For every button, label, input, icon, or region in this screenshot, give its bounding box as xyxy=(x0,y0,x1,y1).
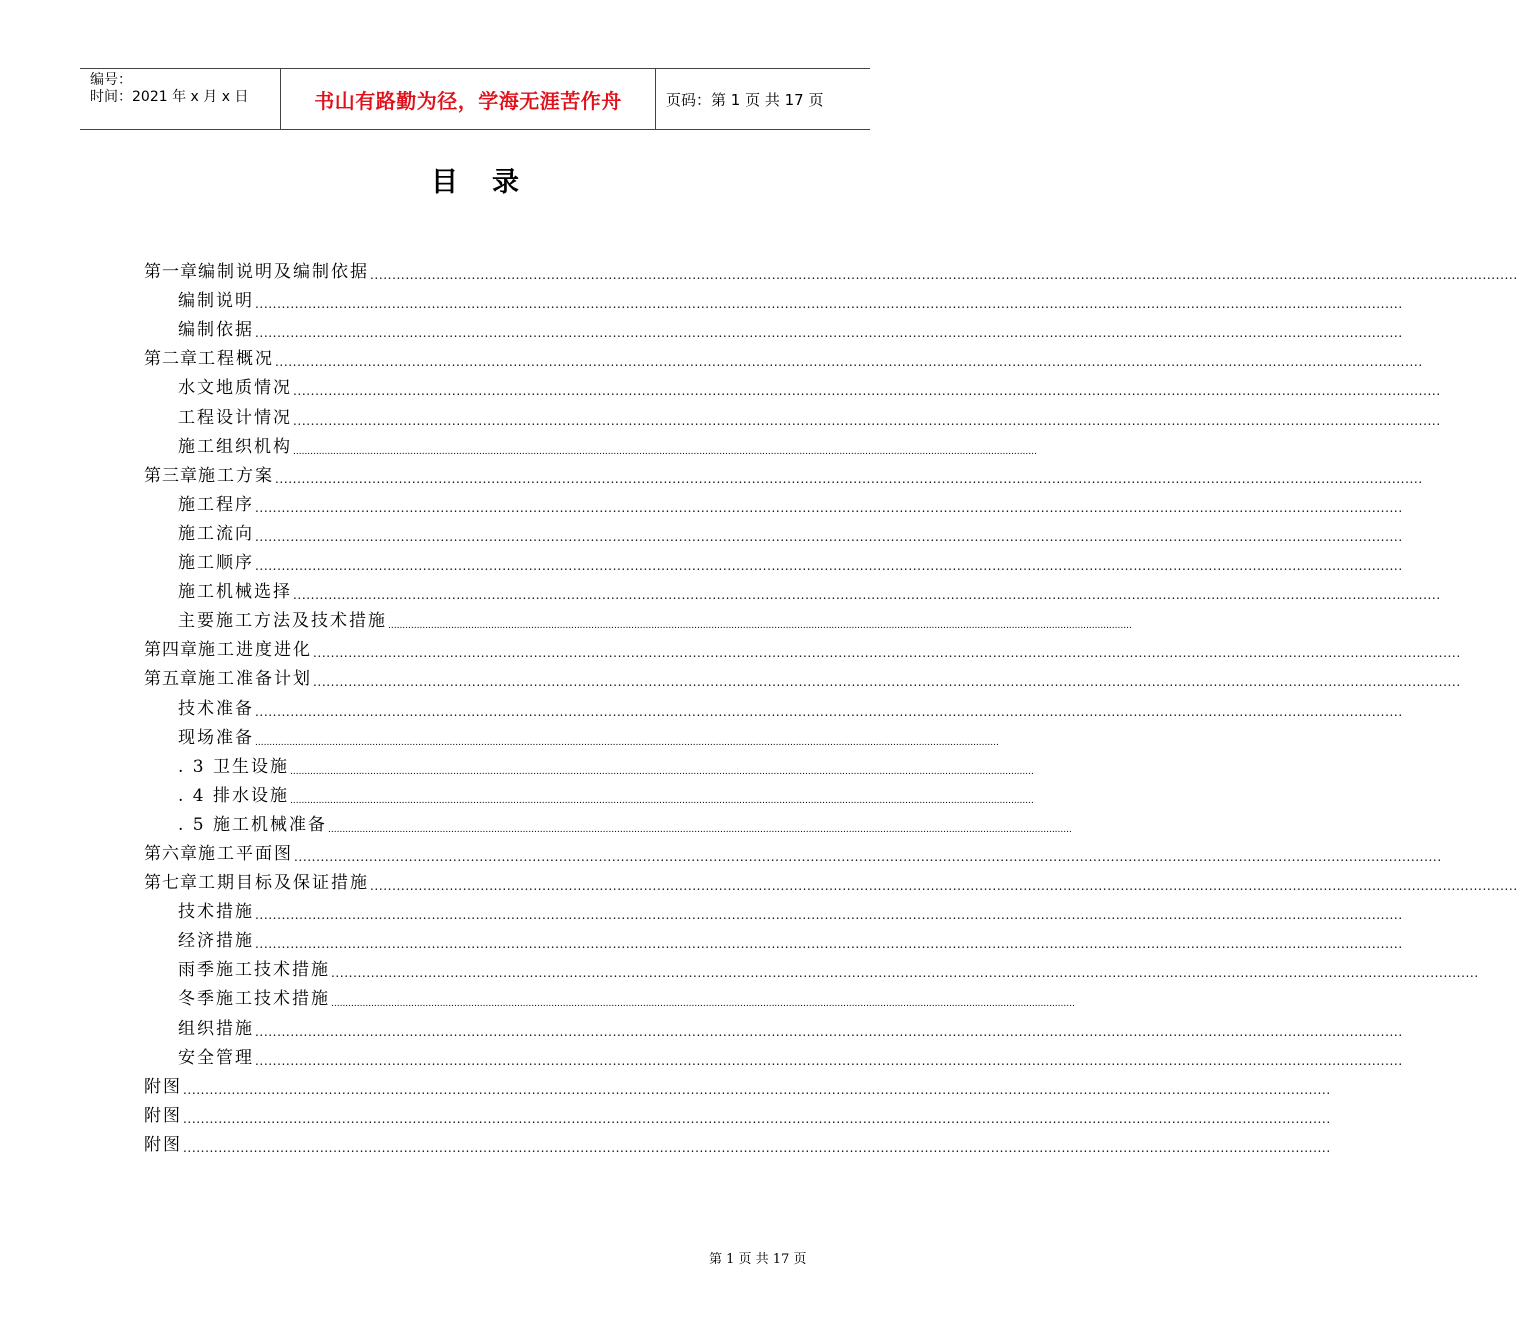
toc-entry-title: 工程设计情况 xyxy=(178,407,292,428)
toc-entry[interactable] xyxy=(144,750,1034,779)
toc-entry-title: 组织措施 xyxy=(178,1018,254,1039)
toc-entry[interactable] xyxy=(144,430,1037,459)
toc-entry-title: 编制说明 xyxy=(178,291,254,312)
toc-dot-leader: .................................................................................................................................................................................................................................................................... xyxy=(255,937,1403,952)
toc-entry[interactable] xyxy=(144,400,1441,429)
toc-entry-title: 施工程序 xyxy=(178,494,254,515)
toc-entry-title: 施工机械选择 xyxy=(178,582,292,603)
toc-entry-title: 施工进度进化 xyxy=(198,640,312,661)
toc-entry[interactable] xyxy=(144,546,1403,575)
toc-entry-title: 经济措施 xyxy=(178,931,254,952)
toc-dot-leader: .................................................................................................................................................................................................................................................................... xyxy=(255,737,999,748)
toc-dot-leader: .................................................................................................................................................................................................................................................................... xyxy=(370,879,1518,894)
toc-entry[interactable] xyxy=(144,488,1403,517)
toc-entry-title: 施工准备计划 xyxy=(198,669,312,690)
toc-entry[interactable] xyxy=(144,604,1132,633)
toc-dot-leader: .................................................................................................................................................................................................................................................................... xyxy=(255,1024,1403,1039)
document-date: 时间：2021 年 x 月 x 日 xyxy=(90,89,249,105)
toc-entry-title: 主要施工方法及技术措施 xyxy=(178,611,387,632)
toc-entry[interactable] xyxy=(144,1128,1331,1157)
toc-entry-title: 雨季施工技术措施 xyxy=(178,960,330,981)
toc-dot-leader: .................................................................................................................................................................................................................................................................... xyxy=(255,500,1403,515)
toc-dot-leader: .................................................................................................................................................................................................................................................................... xyxy=(290,766,1034,777)
toc-dot-leader: .................................................................................................................................................................................................................................................................... xyxy=(255,529,1403,544)
toc-entry[interactable] xyxy=(144,255,1518,284)
toc-entry-title: 施工方案 xyxy=(198,465,274,486)
toc-entry[interactable] xyxy=(144,1070,1331,1099)
toc-dot-leader: .................................................................................................................................................................................................................................................................... xyxy=(313,675,1461,690)
toc-dot-leader: .................................................................................................................................................................................................................................................................... xyxy=(328,824,1072,835)
toc-dot-leader: .................................................................................................................................................................................................................................................................... xyxy=(388,621,1132,632)
toc-dot-leader: .................................................................................................................................................................................................................................................................... xyxy=(293,446,1037,457)
toc-entry[interactable] xyxy=(144,517,1403,546)
toc-entry[interactable] xyxy=(144,779,1034,808)
toc-entry-title: 编制依据 xyxy=(178,320,254,341)
toc-dot-leader: .................................................................................................................................................................................................................................................................... xyxy=(290,795,1034,806)
toc-entry[interactable] xyxy=(144,953,1479,982)
toc-entry-title: 附图 xyxy=(144,1134,182,1155)
document-number-label: 编号： xyxy=(90,72,132,88)
toc-chapter-number: 第六章 xyxy=(144,843,198,864)
toc-dot-leader: .................................................................................................................................................................................................................................................................... xyxy=(255,297,1403,312)
toc-entry-title: 施工顺序 xyxy=(178,553,254,574)
toc-chapter-number: 第七章 xyxy=(144,873,198,894)
toc-chapter-number: 第三章 xyxy=(144,465,198,486)
toc-entry[interactable] xyxy=(144,1011,1403,1040)
toc-entry[interactable] xyxy=(144,662,1461,691)
toc-chapter-number: 第二章 xyxy=(144,349,198,370)
toc-entry[interactable] xyxy=(144,721,999,750)
header-meta xyxy=(80,69,281,129)
toc-dot-leader: .................................................................................................................................................................................................................................................................... xyxy=(183,1140,1331,1155)
toc-dot-leader: .................................................................................................................................................................................................................................................................... xyxy=(255,908,1403,923)
toc-entry-title: 水文地质情况 xyxy=(178,378,292,399)
toc-entry[interactable] xyxy=(144,284,1403,313)
toc-dot-leader: .................................................................................................................................................................................................................................................................... xyxy=(294,849,1442,864)
toc-dot-leader: .................................................................................................................................................................................................................................................................... xyxy=(255,704,1403,719)
toc-dot-leader: .................................................................................................................................................................................................................................................................... xyxy=(293,588,1441,603)
toc-entry-title: 施工组织机构 xyxy=(178,436,292,457)
toc-entry-title: 工期目标及保证措施 xyxy=(198,873,369,894)
toc-entry[interactable] xyxy=(144,837,1442,866)
toc-dot-leader: .................................................................................................................................................................................................................................................................... xyxy=(331,966,1479,981)
toc-entry[interactable] xyxy=(144,924,1403,953)
toc-dot-leader: .................................................................................................................................................................................................................................................................... xyxy=(293,384,1441,399)
toc-entry-title: 附图 xyxy=(144,1076,182,1097)
toc-entry-title: 冬季施工技术措施 xyxy=(178,989,330,1010)
toc-entry[interactable] xyxy=(144,866,1518,895)
toc-dot-leader: .................................................................................................................................................................................................................................................................... xyxy=(183,1082,1331,1097)
toc-entry[interactable] xyxy=(144,895,1403,924)
toc-entry[interactable] xyxy=(144,342,1423,371)
toc-dot-leader: .................................................................................................................................................................................................................................................................... xyxy=(275,471,1423,486)
toc-dot-leader: .................................................................................................................................................................................................................................................................... xyxy=(275,355,1423,370)
toc-entry[interactable] xyxy=(144,1099,1331,1128)
toc-entry-title: 安全管理 xyxy=(178,1047,254,1068)
toc-dot-leader: .................................................................................................................................................................................................................................................................... xyxy=(313,646,1461,661)
toc-dot-leader: .................................................................................................................................................................................................................................................................... xyxy=(331,999,1075,1010)
toc-entry[interactable] xyxy=(144,808,1072,837)
header-page-info: 页码：第 1 页 共 17 页 xyxy=(666,90,824,109)
toc-entry[interactable] xyxy=(144,633,1461,662)
toc-entry[interactable] xyxy=(144,982,1075,1011)
toc-dot-leader: .................................................................................................................................................................................................................................................................... xyxy=(293,413,1441,428)
toc-entry[interactable] xyxy=(144,575,1441,604)
toc-entry-title: 附图 xyxy=(144,1105,182,1126)
toc-dot-leader: .................................................................................................................................................................................................................................................................... xyxy=(255,326,1403,341)
header-motto: 书山有路勤为径，学海无涯苦作舟 xyxy=(281,69,656,129)
toc-entry-title: . 3 卫生设施 xyxy=(178,756,290,777)
toc-entry[interactable] xyxy=(144,1041,1403,1070)
toc-entry-title: 技术准备 xyxy=(178,698,254,719)
toc-dot-leader: .................................................................................................................................................................................................................................................................... xyxy=(183,1111,1331,1126)
toc-entry[interactable] xyxy=(144,371,1441,400)
toc-dot-leader: .................................................................................................................................................................................................................................................................... xyxy=(255,559,1403,574)
page-footer: 第 1 页 共 17 页 xyxy=(709,1252,807,1267)
document-header xyxy=(80,68,870,130)
toc-dot-leader: .................................................................................................................................................................................................................................................................... xyxy=(255,1053,1403,1068)
toc-entry-title: 工程概况 xyxy=(198,349,274,370)
page-title: 目录 xyxy=(431,167,553,198)
toc-entry-title: 施工平面图 xyxy=(198,843,293,864)
toc-entry-title: . 5 施工机械准备 xyxy=(178,814,328,835)
toc-entry-title: 技术措施 xyxy=(178,902,254,923)
table-of-contents xyxy=(144,255,1518,1157)
toc-entry[interactable] xyxy=(144,691,1403,720)
toc-chapter-number: 第四章 xyxy=(144,640,198,661)
toc-entry-title: . 4 排水设施 xyxy=(178,785,290,806)
toc-entry-title: 现场准备 xyxy=(178,727,254,748)
toc-dot-leader: .................................................................................................................................................................................................................................................................... xyxy=(370,268,1518,283)
toc-entry[interactable] xyxy=(144,313,1403,342)
toc-entry-title: 编制说明及编制依据 xyxy=(198,262,369,283)
toc-entry[interactable] xyxy=(144,459,1423,488)
toc-chapter-number: 第五章 xyxy=(144,669,198,690)
toc-entry-title: 施工流向 xyxy=(178,523,254,544)
toc-chapter-number: 第一章 xyxy=(144,262,198,283)
